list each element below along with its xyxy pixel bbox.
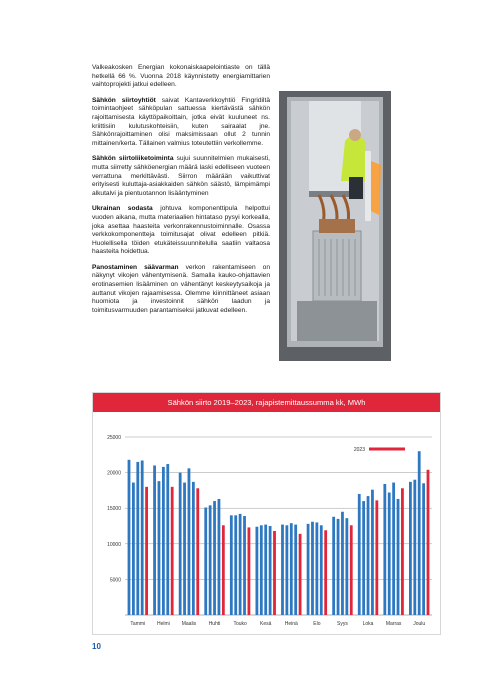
bar (281, 525, 284, 615)
bar (418, 451, 421, 615)
x-tick-label: Loka (362, 621, 374, 627)
bar (204, 507, 207, 615)
bar (341, 512, 344, 615)
bar (371, 490, 374, 615)
bar-chart (93, 412, 440, 634)
paragraph-text: johtuva komponenttipula helpottui vuoden aikana, mutta materiaalien hintataso pysyi korkealla, joka asettaa haasteita verkonrakennustoiminnalle. Osassa verkkokomponentteja toimitusajat olivat edelleen pitkiä. Huolellisella töiden etukäteissuunnitelulla saatiin valtaosa haasteita hoidettua. (92, 205, 271, 256)
paragraph-text: sujui suunnitelmien mukaisesti, mutta siirretty sähköenergian määrä laski edelliseen vuoteen verrattuna merkittävästi. Siirron määrään vaikuttivat erityisesti kuluttaja-asiakkaiden sähkön säästö, lämpimämpi alkutalvi ja pientuotannon lisääntyminen (92, 155, 270, 197)
x-tick-label: Helmi (156, 621, 170, 627)
bar (171, 487, 174, 615)
bar (375, 500, 378, 615)
bar (311, 522, 314, 615)
x-tick-label: Tammi (130, 621, 146, 627)
paragraph-saavarma (92, 264, 270, 316)
bar (285, 525, 288, 615)
x-tick-label: Joulu (413, 621, 426, 627)
bar (179, 473, 182, 615)
bar (388, 493, 391, 615)
bar (158, 481, 161, 615)
y-tick-label: 10000 (107, 541, 121, 548)
bar (213, 501, 216, 615)
bar (299, 534, 302, 615)
body-text-column (92, 64, 270, 322)
bar (269, 526, 272, 615)
transformer-illustration (279, 91, 391, 361)
x-tick-label: Syys (337, 621, 348, 627)
page-number: 10 (92, 642, 101, 651)
intro-paragraph: Valkeakosken Energian kokonaiskaapelointiaste on tällä hetkellä 66 %. Vuonna 2018 käynnistetty energiamittarien vaihtoprojekti jatkui edelleen. (92, 64, 270, 89)
bar (128, 460, 131, 615)
bar (166, 464, 169, 615)
bar (243, 516, 246, 615)
bar (192, 482, 195, 615)
bar (141, 460, 144, 615)
bar (345, 518, 348, 615)
bar (209, 505, 212, 615)
transformer-photo (279, 91, 391, 361)
paragraph-text: saivat Kantaverkkoyhtiö Fingridiltä toimintaohjeet sähköpulan sattuessa kiertävästä sähkön rajoittamisesta käyttöpaikoittain, jotka eivät kuuluneet ns. kriittisiin kulutuskohteisiin, kuten sairaalat jne. Sähkönrajoittaminen olisi maksimissaan ollut 2 tunnin mittainen/kerta. Tällainen valmius toteutettiin verkollemme. (92, 96, 270, 147)
bar (320, 525, 323, 615)
bar (239, 514, 242, 615)
bar (273, 531, 276, 615)
bar (383, 484, 386, 615)
legend-swatch (369, 448, 405, 451)
bar (409, 482, 412, 615)
bar (307, 524, 310, 615)
y-tick-label: 15000 (107, 506, 121, 513)
bar (222, 525, 225, 615)
bar (367, 496, 370, 615)
bar (315, 522, 318, 615)
bar (248, 527, 251, 615)
chart-panel (92, 392, 441, 635)
bar (145, 487, 148, 615)
x-tick-label: Heinä (284, 621, 298, 627)
bar (427, 470, 430, 615)
bar (397, 499, 400, 615)
bar (264, 525, 267, 615)
bar (422, 483, 425, 615)
legend-label: 2023 (353, 447, 365, 453)
bar (132, 483, 135, 615)
x-tick-label: Elo (313, 621, 321, 627)
bar (392, 483, 395, 615)
bar (362, 501, 365, 615)
paragraph-text: verkon rakentamiseen on näkynyt vikojen vähentymisenä. Samalla kauko-ohjattavien erotinasemien lisääminen on vähentänyt keskeytysaikoja ja auttanut vikojen rajaamisessa. Olemme kiinnittäneet asiaan huomiota ja investoinnit sähkön laadun ja toimitusvarmuuden parantamiseksi jatkuvat edelleen. (92, 263, 270, 314)
bar (294, 525, 297, 615)
y-tick-label: 25000 (107, 435, 121, 441)
paragraph-ukraina (92, 205, 270, 257)
bar (324, 530, 327, 615)
chart-title: Sähkön siirto 2019–2023, rajapistemittaussumma kk, MWh (93, 393, 440, 412)
bar (337, 519, 340, 615)
bar (153, 465, 156, 615)
x-tick-label: Huhti (208, 621, 221, 627)
bar (401, 488, 404, 615)
paragraph-heading: Ukrainan sodasta (92, 205, 153, 213)
bar (218, 499, 221, 615)
paragraph-heading: Sähkön siirtoyhtiöt (92, 96, 156, 104)
bar (136, 462, 139, 615)
bar (290, 523, 293, 615)
paragraph-heading: Panostaminen säävarman (92, 263, 179, 271)
y-tick-label: 5000 (109, 577, 121, 584)
bar (234, 515, 237, 615)
x-tick-label: Maalis (181, 621, 197, 627)
x-tick-label: Touko (233, 621, 247, 627)
y-tick-label: 20000 (107, 470, 121, 477)
bar (256, 527, 259, 615)
bar (196, 488, 199, 615)
bar (260, 525, 263, 615)
paragraph-siirtoliiketoiminta (92, 155, 270, 198)
bar (350, 525, 353, 615)
bar (188, 468, 191, 615)
bar (332, 517, 335, 615)
paragraph-heading: Sähkön siirtoliiketoiminta (92, 155, 174, 163)
bar (413, 480, 416, 615)
paragraph-siirtoyhtiot (92, 97, 270, 149)
x-tick-label: Marras (385, 621, 402, 627)
bar (230, 515, 233, 615)
bar (358, 494, 361, 615)
bar (162, 467, 165, 615)
bar (183, 483, 186, 615)
x-tick-label: Kesä (260, 621, 272, 627)
